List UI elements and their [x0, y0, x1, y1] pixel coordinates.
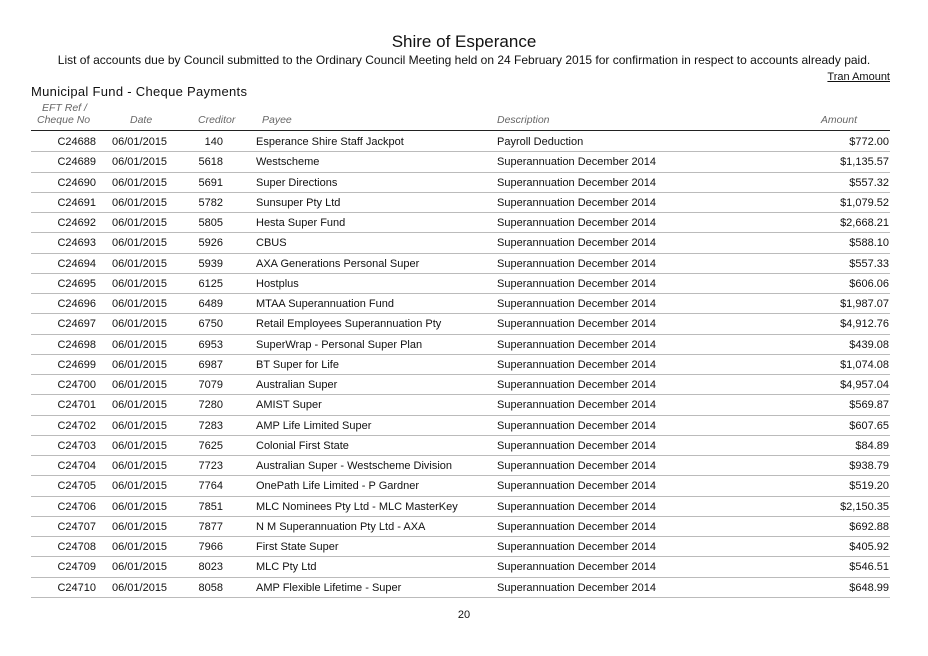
- payment-description: Superannuation December 2014: [497, 480, 657, 493]
- payment-description: Superannuation December 2014: [497, 257, 657, 270]
- column-header-description: Description: [497, 114, 550, 126]
- payment-amount: $2,668.21: [840, 217, 889, 229]
- payee-name: Esperance Shire Staff Jackpot: [256, 136, 404, 148]
- cheque-number: C24691: [57, 196, 96, 209]
- table-row: [0, 537, 928, 557]
- payment-amount: $938.79: [849, 460, 889, 472]
- document-title: Shire of Esperance: [391, 32, 537, 51]
- payment-amount: $1,987.07: [840, 298, 889, 310]
- payment-amount: $4,957.04: [840, 379, 889, 391]
- payment-date: 06/01/2015: [112, 480, 168, 493]
- payment-amount: $772.00: [849, 136, 889, 148]
- tran-amount-label: Tran Amount: [827, 71, 890, 83]
- creditor-id: 8023: [198, 561, 223, 574]
- payment-description: Superannuation December 2014: [497, 399, 657, 412]
- payment-amount: $439.08: [849, 338, 889, 351]
- payment-amount: $588.10: [849, 237, 889, 250]
- payment-amount: $84.89: [855, 439, 889, 452]
- cheque-number: C24705: [57, 480, 96, 493]
- payment-date: 06/01/2015: [112, 156, 168, 169]
- payment-amount: $606.06: [849, 277, 889, 290]
- cheque-number: C24701: [57, 399, 96, 412]
- payment-description: Superannuation December 2014: [497, 561, 657, 574]
- payment-description: Superannuation December 2014: [497, 460, 657, 472]
- payment-amount: $648.99: [849, 581, 889, 594]
- payment-description: Superannuation December 2014: [497, 237, 657, 250]
- column-header-payee: Payee: [262, 114, 292, 126]
- row-divider: [31, 597, 890, 598]
- payment-amount: $1,074.08: [840, 358, 889, 371]
- payment-description: Superannuation December 2014: [497, 318, 657, 331]
- payment-amount: $1,079.52: [840, 196, 889, 209]
- payment-date: 06/01/2015: [112, 500, 168, 513]
- cheque-number: C24692: [57, 217, 96, 229]
- payment-date: 06/01/2015: [112, 460, 168, 472]
- payment-amount: $557.32: [849, 176, 889, 189]
- table-row: [0, 213, 928, 233]
- column-header-amount: Amount: [820, 114, 857, 126]
- payment-date: 06/01/2015: [112, 237, 168, 250]
- table-row: [0, 335, 928, 355]
- payment-description: Superannuation December 2014: [497, 298, 657, 310]
- payment-date: 06/01/2015: [112, 439, 168, 452]
- creditor-id: 7625: [198, 439, 223, 452]
- payment-date: 06/01/2015: [112, 217, 168, 229]
- cheque-number: C24698: [57, 338, 96, 351]
- creditor-id: 7283: [198, 419, 223, 432]
- payee-name: Australian Super - Westscheme Division: [256, 460, 453, 472]
- cheque-number: C24688: [57, 136, 96, 148]
- payee-name: MTAA Superannuation Fund: [256, 298, 394, 310]
- cheque-number: C24710: [57, 581, 96, 594]
- payment-amount: $2,150.35: [840, 500, 889, 513]
- payment-date: 06/01/2015: [112, 541, 168, 553]
- table-row: [0, 476, 928, 496]
- payment-description: Superannuation December 2014: [497, 277, 657, 290]
- table-row: [0, 578, 928, 598]
- creditor-id: 7851: [198, 500, 223, 513]
- payee-name: Hostplus: [256, 277, 299, 290]
- cheque-number: C24708: [57, 541, 96, 553]
- creditor-id: 7877: [198, 520, 223, 533]
- creditor-id: 6489: [198, 298, 223, 310]
- creditor-id: 7966: [198, 541, 223, 553]
- creditor-id: 7079: [198, 379, 223, 391]
- creditor-id: 6953: [198, 338, 223, 351]
- payee-name: CBUS: [256, 237, 287, 250]
- cheque-number: C24702: [57, 419, 96, 432]
- payment-amount: $569.87: [849, 399, 889, 412]
- table-row: [0, 173, 928, 193]
- payment-description: Superannuation December 2014: [497, 176, 657, 189]
- payee-name: Sunsuper Pty Ltd: [256, 196, 341, 209]
- table-row: [0, 355, 928, 375]
- table-row: [0, 314, 928, 334]
- payee-name: First State Super: [256, 541, 339, 553]
- payment-description: Superannuation December 2014: [497, 217, 657, 229]
- payment-description: Superannuation December 2014: [497, 520, 657, 533]
- page-number: 20: [457, 609, 471, 621]
- cheque-number: C24707: [57, 520, 96, 533]
- table-row: [0, 416, 928, 436]
- cheque-number: C24689: [57, 156, 96, 169]
- column-header-ref-line2: Cheque No: [37, 114, 91, 126]
- payment-date: 06/01/2015: [112, 277, 168, 290]
- payment-date: 06/01/2015: [112, 318, 168, 331]
- creditor-id: 7280: [198, 399, 223, 412]
- cheque-number: C24697: [57, 318, 96, 331]
- payment-description: Superannuation December 2014: [497, 541, 657, 553]
- payee-name: MLC Pty Ltd: [256, 561, 317, 574]
- table-row: [0, 294, 928, 314]
- table-row: [0, 557, 928, 577]
- document-subtitle: List of accounts due by Council submitted to the Ordinary Council Meeting held on 24 February 2015 for confirmation in respect to accounts already paid.: [57, 53, 871, 67]
- payee-name: AMP Flexible Lifetime - Super: [256, 581, 402, 594]
- payee-name: OnePath Life Limited - P Gardner: [256, 480, 420, 493]
- payment-description: Superannuation December 2014: [497, 338, 657, 351]
- payment-date: 06/01/2015: [112, 257, 168, 270]
- creditor-id: 5691: [198, 176, 223, 189]
- payment-date: 06/01/2015: [112, 561, 168, 574]
- cheque-number: C24704: [57, 460, 96, 472]
- table-row: [0, 497, 928, 517]
- cheque-number: C24696: [57, 298, 96, 310]
- cheque-number: C24690: [57, 176, 96, 189]
- payment-amount: $557.33: [849, 257, 889, 270]
- payment-amount: $519.20: [849, 480, 889, 493]
- creditor-id: 6987: [198, 358, 223, 371]
- creditor-id: 6125: [198, 277, 223, 290]
- payment-description: Payroll Deduction: [497, 136, 584, 148]
- payment-date: 06/01/2015: [112, 520, 168, 533]
- payment-date: 06/01/2015: [112, 298, 168, 310]
- creditor-id: 5805: [198, 217, 223, 229]
- table-row: [0, 395, 928, 415]
- header-divider: [31, 130, 890, 131]
- column-header-ref-line1: EFT Ref /: [42, 102, 87, 114]
- table-row: [0, 152, 928, 172]
- table-row: [0, 456, 928, 476]
- payments-table: [0, 132, 928, 598]
- creditor-id: 140: [204, 136, 223, 148]
- cheque-number: C24699: [57, 358, 96, 371]
- payment-date: 06/01/2015: [112, 379, 168, 391]
- table-row: [0, 254, 928, 274]
- creditor-id: 7764: [198, 480, 223, 493]
- cheque-number: C24709: [57, 561, 96, 574]
- cheque-number: C24693: [57, 237, 96, 250]
- payment-amount: $607.65: [849, 419, 889, 432]
- table-row: [0, 436, 928, 456]
- payee-name: SuperWrap - Personal Super Plan: [256, 338, 423, 351]
- section-title: Municipal Fund - Cheque Payments: [31, 84, 248, 99]
- payment-date: 06/01/2015: [112, 196, 168, 209]
- payment-description: Superannuation December 2014: [497, 156, 657, 169]
- cheque-number: C24706: [57, 500, 96, 513]
- creditor-id: 8058: [198, 581, 223, 594]
- table-row: [0, 233, 928, 253]
- payment-date: 06/01/2015: [112, 399, 168, 412]
- payee-name: N M Superannuation Pty Ltd - AXA: [256, 520, 426, 533]
- payment-amount: $692.88: [849, 520, 889, 533]
- table-row: [0, 132, 928, 152]
- creditor-id: 5618: [198, 156, 223, 169]
- cheque-number: C24700: [57, 379, 96, 391]
- payment-date: 06/01/2015: [112, 136, 168, 148]
- column-header-date: Date: [130, 114, 153, 126]
- payment-amount: $405.92: [849, 541, 889, 553]
- table-row: [0, 375, 928, 395]
- payee-name: BT Super for Life: [256, 358, 339, 371]
- payment-amount: $4,912.76: [840, 318, 889, 331]
- cheque-number: C24694: [57, 257, 96, 270]
- payee-name: Australian Super: [256, 379, 338, 391]
- payment-description: Superannuation December 2014: [497, 581, 657, 594]
- payee-name: Colonial First State: [256, 439, 349, 452]
- payment-amount: $1,135.57: [840, 156, 889, 169]
- payee-name: Hesta Super Fund: [256, 217, 346, 229]
- payee-name: Westscheme: [256, 156, 320, 169]
- payment-amount: $546.51: [849, 561, 889, 574]
- payee-name: AMIST Super: [256, 399, 322, 412]
- table-row: [0, 274, 928, 294]
- cheque-number: C24703: [57, 439, 96, 452]
- payment-description: Superannuation December 2014: [497, 419, 657, 432]
- payee-name: AXA Generations Personal Super: [256, 257, 420, 270]
- table-row: [0, 517, 928, 537]
- creditor-id: 7723: [198, 460, 223, 472]
- column-header-creditor: Creditor: [198, 114, 236, 126]
- creditor-id: 6750: [198, 318, 223, 331]
- payment-description: Superannuation December 2014: [497, 358, 657, 371]
- payment-description: Superannuation December 2014: [497, 196, 657, 209]
- payment-date: 06/01/2015: [112, 338, 168, 351]
- payment-description: Superannuation December 2014: [497, 500, 657, 513]
- creditor-id: 5939: [198, 257, 223, 270]
- payment-description: Superannuation December 2014: [497, 439, 657, 452]
- table-row: [0, 193, 928, 213]
- payee-name: Retail Employees Superannuation Pty: [256, 318, 442, 331]
- creditor-id: 5782: [198, 196, 223, 209]
- payee-name: MLC Nominees Pty Ltd - MLC MasterKey: [256, 500, 458, 513]
- payment-date: 06/01/2015: [112, 176, 168, 189]
- cheque-number: C24695: [57, 277, 96, 290]
- payee-name: AMP Life Limited Super: [256, 419, 372, 432]
- payee-name: Super Directions: [256, 176, 338, 189]
- payment-description: Superannuation December 2014: [497, 379, 657, 391]
- creditor-id: 5926: [198, 237, 223, 250]
- payment-date: 06/01/2015: [112, 358, 168, 371]
- payment-date: 06/01/2015: [112, 419, 168, 432]
- payment-date: 06/01/2015: [112, 581, 168, 594]
